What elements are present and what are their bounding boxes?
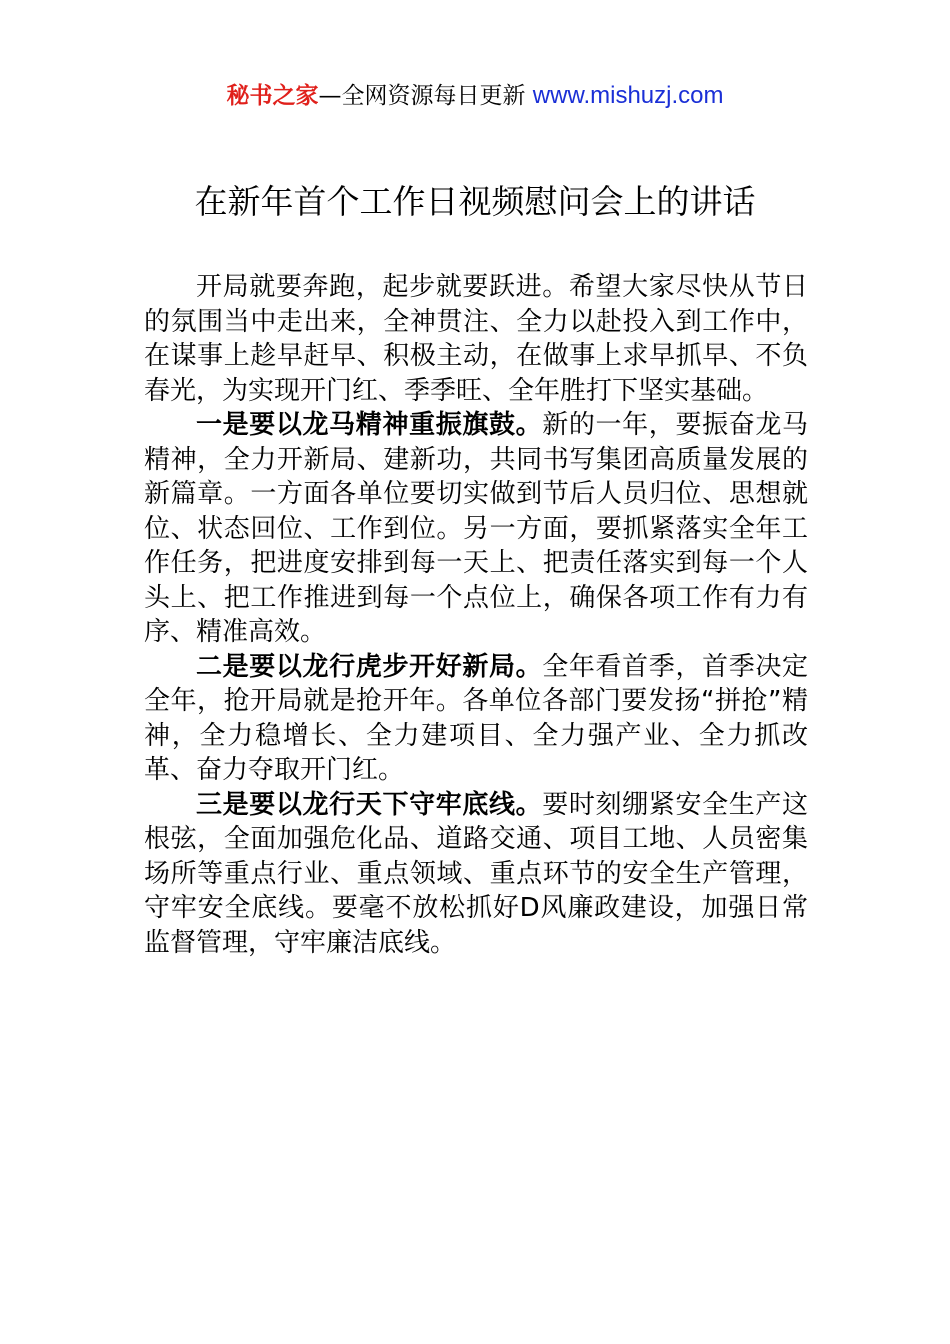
paragraph-4	[144, 788, 808, 961]
header-tagline: —全网资源每日更新	[318, 83, 533, 109]
paragraph-text: 新的一年，要振奋龙马精神，全力开新局、建新功，共同书写集团高质量发展的新篇章。一方面各单位要切实做到节后人员归位、思想就位、状态回位、工作到位。另一方面，要抓紧落实全年工作任务，把进度安排到每一天上、把责任落实到每一个人头上、把工作推进到每一个点位上，确保各项工作有力有序、精准高效。	[144, 410, 808, 647]
paragraph-text: 要时刻绷紧安全生产这根弦，全面加强危化品、道路交通、项目工地、人员密集场所等重点行业、重点领域、重点环节的安全生产管理，守牢安全底线。要毫不放松抓好D风廉政建设，加强日常监督管理，守牢廉洁底线。	[144, 789, 808, 958]
document-body	[144, 270, 808, 960]
site-url-link[interactable]: www.mishuzj.com	[532, 82, 724, 109]
site-header	[0, 80, 950, 112]
paragraph-lead: 一是要以龙马精神重振旗鼓。	[196, 410, 543, 440]
paragraph-2	[144, 408, 808, 650]
paragraph-1	[144, 270, 808, 408]
paragraph-text: 开局就要奔跑，起步就要跃进。希望大家尽快从节日的氛围当中走出来，全神贯注、全力以赴投入到工作中，在谋事上趁早赶早、积极主动，在做事上求早抓早、不负春光，为实现开门红、季季旺、全年胜打下坚实基础。	[144, 272, 808, 406]
paragraph-lead: 二是要以龙行虎步开好新局。	[196, 651, 543, 682]
brand-name: 秘书之家	[226, 83, 319, 109]
paragraph-text: 全年看首季，首季决定全年，抢开局就是抢开年。各单位各部门要发扬“拼抢”精神，全力稳增长、全力建项目、全力强产业、全力抓改革、奋力夺取开门红。	[144, 651, 808, 785]
document-title: 在新年首个工作日视频慰问会上的讲话	[194, 182, 756, 221]
paragraph-lead: 三是要以龙行天下守牢底线。	[196, 789, 543, 820]
paragraph-3	[144, 650, 808, 788]
